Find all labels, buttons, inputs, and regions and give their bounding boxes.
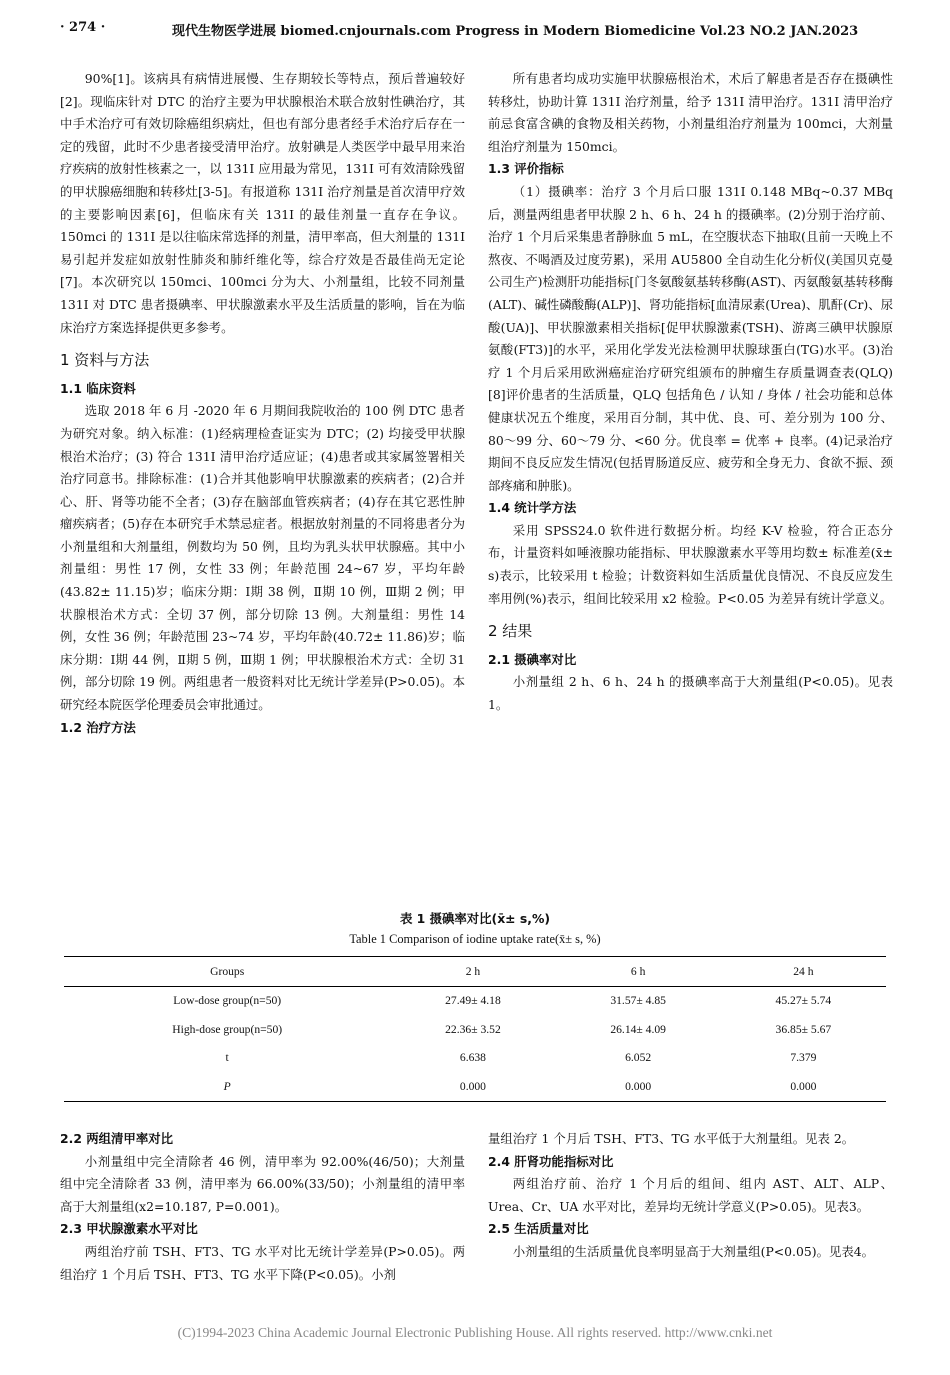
subsection-heading: 1.3 评价指标: [488, 161, 564, 177]
section-heading: 2 结果: [488, 622, 533, 641]
table-header-row: [64, 957, 886, 987]
table-cell: 0.000: [459, 1079, 486, 1093]
paragraph: 两组治疗前、治疗 1 个月后的组间、组内 AST、ALT、ALP、Urea、Cr、UA 水平对比，差异均无统计学意义(P>0.05)。见表3。: [488, 1176, 893, 1214]
subsection-heading: 1.2 治疗方法: [60, 719, 136, 735]
table-cell: 6.638: [459, 1051, 486, 1065]
table-cell: 31.57± 4.85: [610, 994, 666, 1008]
table-title-cn: 表 1 摄碘率对比(x̄± s,%): [399, 911, 551, 926]
paragraph: （1）摄碘率：治疗 3 个月后口服 131I 0.148 MBq~0.37 MBq 后，测量两组患者甲状腺 2 h、6 h、24 h 的摄碘率。(2)分别于治疗前、治疗 1 个月后采集患者静脉血 5 mL，在空腹状态下抽取(且前一天晚上不熬夜、不喝酒及过度劳累)，采用 AU5800 全自动生化分析仪(美国贝克曼公司生产)检测肝功能指标[门冬氨酸氨基转移酶(AST)、丙氨酸氨基转移酶(ALT)、碱性磷酸酶(ALP)]、肾功能指标[血清尿素(Urea)、肌酐(Cr)、尿酸(UA)]、甲状腺激素相关指标[促甲状腺激素(TSH)、游离三碘甲状腺原氨酸(FT3)]的水平，采用化学发光法检测甲状腺球蛋白(TG)水平。(3)治疗 1 个月后采用欧洲癌症治疗研究组颁布的肿瘤生存质量调查表(QLQ)[8]评价患者的生活质量，QLQ 包括角色 / 认知 / 身体 / 社会功能和总体健康状况五个维度，采用百分制，其中优、良、可、差分别为 100 分、80～99 分、60～79 分、<60 分。优良率 = 优率 + 良率。(4)记录治疗期间不良反应发生情况(包括胃肠道反应、疲劳和全身无力、食欲不振、颈部疼痛和肿胀)。: [488, 183, 893, 493]
table-cell: 22.36± 3.52: [445, 1022, 501, 1036]
left-column: [60, 68, 465, 739]
subsection-heading: 2.5 生活质量对比: [488, 1221, 589, 1237]
table-cell: t: [225, 1051, 229, 1065]
col-header: Groups: [210, 964, 245, 978]
lower-left-column: [60, 1128, 465, 1286]
table-row: [64, 986, 886, 1015]
subsection-heading: 1.1 临床资料: [60, 380, 136, 396]
col-header: 2 h: [465, 964, 481, 978]
subsection-heading: 2.4 肝肾功能指标对比: [488, 1153, 614, 1169]
table-cell: 36.85± 5.67: [775, 1022, 832, 1036]
paragraph: 两组治疗前 TSH、FT3、TG 水平对比无统计学差异(P>0.05)。两组治疗 1 个月后 TSH、FT3、TG 水平下降(P<0.05)。小剂: [60, 1243, 465, 1282]
paragraph: 所有患者均成功实施甲状腺癌根治术，术后了解患者是否存在摄碘性转移灶，协助计算 131I 治疗剂量，给予 131I 清甲治疗。131I 清甲治疗前忌食富含碘的食物及相关药物，小剂量组治疗剂量为 100mci，大剂量组治疗剂量为 150mci。: [488, 71, 893, 154]
right-column: [488, 68, 893, 717]
paragraph: 90%[1]。该病具有病情进展慢、生存期较长等特点，预后普遍较好[2]。现临床针对 DTC 的治疗主要为甲状腺根治术联合放射性碘治疗，其中手术治疗可有效切除癌组织病灶，但也有部分患者经手术治疗后存在一定的残留，此时不少患者接受清甲治疗。放射碘是人类医学中最早用来治疗疾病的放射性核素之一，以 131I 应用最为常见，131I 可有效清除残留的甲状腺癌细胞和转移灶[3-5]。有报道称 131I 治疗剂量是首次清甲疗效的主要影响因素[6]，但临床有关 131I 的最佳剂量一直存在争议。150mci 的 131I 是以往临床常选择的剂量，清甲率高，但大剂量的 131I 易引起并发症如放射性肺炎和肺纤维化等，综合疗效是否最佳尚无定论[7]。本次研究以 150mci、100mci 分为大、小剂量组，比较不同剂量 131I 对 DTC 患者摄碘率、甲状腺激素水平及生活质量的影响，旨在为临床治疗方案选择提供更多参考。: [60, 71, 465, 335]
subsection-heading: 2.3 甲状腺激素水平对比: [60, 1221, 198, 1237]
copyright-footer: (C)1994-2023 China Academic Journal Electronic Publishing House. All rights reserved. http://www.cnki.net: [177, 1325, 773, 1340]
table-cell: Low-dose group(n=50): [173, 994, 282, 1008]
paragraph: 小剂量组中完全清除者 46 例，清甲率为 92.00%(46/50)；大剂量组中完全清除者 33 例，清甲率为 66.00%(33/50)；小剂量组的清甲率高于大剂量组(x2=10.187, P=0.001)。: [60, 1153, 465, 1214]
table-cell: 0.000: [790, 1079, 817, 1093]
section-heading: 1 资料与方法: [60, 351, 150, 370]
subsection-heading: 2.2 两组清甲率对比: [60, 1131, 173, 1146]
col-header: 24 h: [793, 964, 814, 978]
table-cell: 27.49± 4.18: [445, 994, 501, 1008]
table-row: [64, 1015, 886, 1044]
paragraph: 小剂量组 2 h、6 h、24 h 的摄碘率高于大剂量组(P<0.05)。见表 1。: [488, 674, 893, 713]
col-header: 6 h: [630, 964, 646, 978]
table-row: [64, 1044, 886, 1073]
table-cell: 6.052: [625, 1051, 652, 1065]
page-number: · 274 ·: [60, 20, 106, 35]
lower-right-column: [488, 1128, 893, 1264]
subsection-heading: 1.4 统计学方法: [488, 500, 577, 516]
table-cell: 45.27± 5.74: [775, 994, 832, 1008]
table-cell: P: [223, 1079, 231, 1093]
iodine-uptake-table: [64, 956, 886, 1102]
table-cell: 26.14± 4.09: [610, 1022, 666, 1036]
table-cell: 7.379: [790, 1051, 817, 1065]
table-row: [64, 1072, 886, 1101]
subsection-heading: 2.1 摄碘率对比: [488, 651, 577, 667]
table-cell: 0.000: [625, 1079, 652, 1093]
table-title-en: Table 1 Comparison of iodine uptake rate(x̄± s, %): [349, 932, 601, 946]
table-cell: High-dose group(n=50): [172, 1022, 283, 1036]
paragraph: 选取 2018 年 6 月 -2020 年 6 月期间我院收治的 100 例 DTC 患者为研究对象。纳入标准：(1)经病理检查证实为 DTC；(2) 均接受甲状腺根治术治疗；(3) 符合 131I 清甲治疗适应证；(4)患者或其家属签署相关治疗同意书。排除标准：(1)合并其他影响甲状腺激素的疾病者；(2)合并心、肝、肾等功能不全者；(3)存在脑部血管疾病者；(4)存在其它恶性肿瘤疾病者；(5)存在本研究手术禁忌症者。根据放射剂量的不同将患者分为小剂量组和大剂量组，例数均为 50 例，且均为乳头状甲状腺癌。其中小剂量组：男性 17 例，女性 33 例；年龄范围 24~67 岁，平均年龄(43.82± 11.15)岁；临床分期：Ⅰ期 38 例，Ⅱ期 10 例，Ⅲ期 2 例；甲状腺根治术方式：全切 37 例，部分切除 13 例。大剂量组：男性 14 例，女性 36 例；年龄范围 23~74 岁，平均年龄(40.72± 11.86)岁；临床分期：Ⅰ期 44 例，Ⅱ期 5 例，Ⅲ期 1 例；甲状腺根治术方式：全切 31 例，部分切除 19 例。两组患者一般资料对比无统计学差异(P>0.05)。本研究经本院医学伦理委员会审批通过。: [60, 403, 465, 713]
paragraph: 采用 SPSS24.0 软件进行数据分析。均经 K-V 检验，符合正态分布，计量资料如唾液腺功能指标、甲状腺激素水平等用均数± 标准差(x̄± s)表示，比较采用 t 检验；计数资料如生活质量优良情况、不良反应发生率用例(%)表示，组间比较采用 x2 检验。P<0.05 为差异有统计学意义。: [488, 522, 893, 606]
journal-title: 现代生物医学进展 biomed.cnjournals.com Progress in Modern Biomedicine Vol.23 NO.2 JAN.2023: [172, 24, 859, 39]
paragraph: 量组治疗 1 个月后 TSH、FT3、TG 水平低于大剂量组。见表 2。: [488, 1131, 855, 1146]
paragraph: 小剂量组的生活质量优良率明显高于大剂量组(P<0.05)。见表4。: [512, 1243, 875, 1259]
